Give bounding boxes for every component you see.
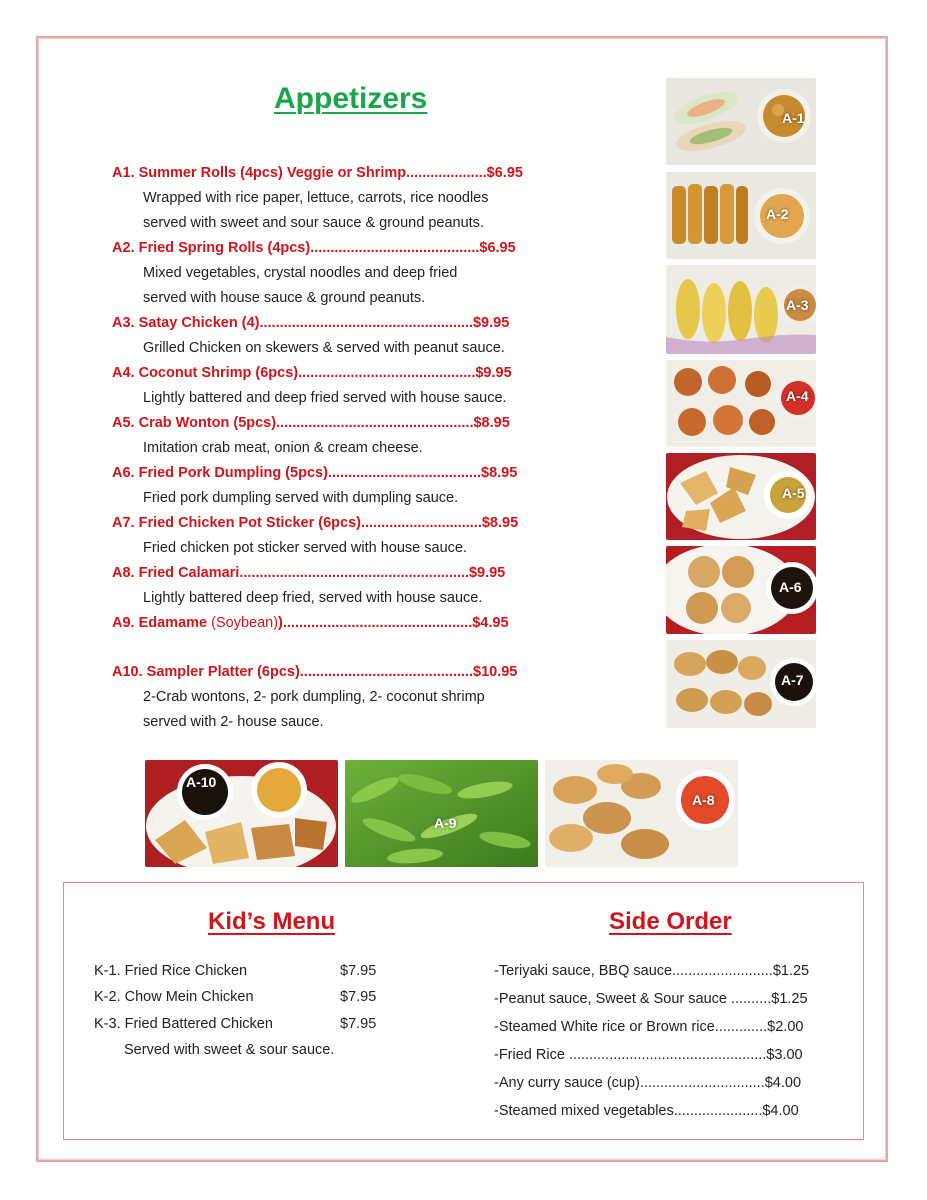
- photo-crab-wonton: [666, 453, 816, 540]
- menu-item-a7: [112, 511, 582, 561]
- kids-menu-item: [94, 1011, 394, 1037]
- photo-coconut-shrimp: [666, 360, 816, 447]
- photo-label: A-3: [786, 297, 809, 313]
- item-description: Fried pork dumpling served with dumpling sauce.: [143, 490, 459, 506]
- menu-item-a1: [112, 161, 582, 236]
- kids-item-name: K-1. Fried Rice Chicken: [94, 963, 248, 979]
- photo-label: A-4: [786, 388, 809, 404]
- menu-item-a8: [112, 561, 582, 611]
- photo-satay-chicken: [666, 265, 816, 354]
- appetizers-title: Appetizers: [274, 82, 428, 115]
- item-heading: A4. Coconut Shrimp (6pcs)............................................$9.95: [112, 365, 512, 381]
- kids-menu-item: [94, 984, 394, 1010]
- menu-item-a4: [112, 361, 582, 411]
- item-description: Imitation crab meat, onion & cream cheese.: [143, 440, 423, 456]
- side-order-item: -Steamed mixed vegetables......................$4.00: [494, 1103, 799, 1119]
- item-description: Lightly battered deep fried, served with house sauce.: [143, 590, 483, 606]
- kids-item-price: $7.95: [340, 963, 377, 979]
- kids-menu-note: Served with sweet & sour sauce.: [124, 1042, 335, 1058]
- photo-pot-sticker: [666, 640, 816, 728]
- photo-label: A-2: [766, 206, 789, 222]
- item-subname: (Soybean): [207, 615, 279, 631]
- item-description: served with 2- house sauce.: [143, 714, 324, 730]
- side-order-title: Side Order: [609, 908, 732, 935]
- item-heading: A3. Satay Chicken (4).....................................................$9.95: [112, 315, 510, 331]
- photo-sampler-platter: [145, 760, 338, 867]
- photo-label: A-1: [782, 110, 805, 126]
- photo-label: A-8: [692, 792, 715, 808]
- item-description: Lightly battered and deep fried served with house sauce.: [143, 390, 507, 406]
- photo-label: A-7: [781, 672, 804, 688]
- photo-fried-calamari: [545, 760, 738, 867]
- item-heading: A5. Crab Wonton (5pcs).................................................$8.95: [112, 415, 510, 431]
- item-heading: A6. Fried Pork Dumpling (5pcs)......................................$8.95: [112, 465, 518, 481]
- menu-item-a6: [112, 461, 582, 511]
- item-description: 2-Crab wontons, 2- pork dumpling, 2- coconut shrimp: [143, 689, 485, 705]
- menu-item-a10: [112, 660, 582, 735]
- item-heading: A7. Fried Chicken Pot Sticker (6pcs)..............................$8.95: [112, 515, 519, 531]
- kids-item-name: K-2. Chow Mein Chicken: [94, 989, 254, 1005]
- item-heading: A1. Summer Rolls (4pcs) Veggie or Shrimp....................$6.95: [112, 165, 523, 181]
- side-order-item: -Fried Rice .................................................$3.00: [494, 1047, 803, 1063]
- item-description: Grilled Chicken on skewers & served with peanut sauce.: [143, 340, 505, 356]
- item-description: Fried chicken pot sticker served with house sauce.: [143, 540, 467, 556]
- kids-item-price: $7.95: [340, 989, 377, 1005]
- item-description: Mixed vegetables, crystal noodles and deep fried: [143, 265, 458, 281]
- menu-item-a2: [112, 236, 582, 311]
- menu-item-a9: [112, 611, 582, 636]
- item-heading: A8. Fried Calamari.........................................................$9.95: [112, 565, 506, 581]
- appetizer-list: [112, 161, 582, 735]
- item-description: served with sweet and sour sauce & ground peanuts.: [143, 215, 484, 231]
- photo-pork-dumpling: [666, 546, 816, 634]
- kids-item-price: $7.95: [340, 1016, 377, 1032]
- side-order-item: -Peanut sauce, Sweet & Sour sauce ..........$1.25: [494, 991, 808, 1007]
- photo-summer-rolls: [666, 78, 816, 165]
- photo-label: A-5: [782, 485, 805, 501]
- side-order-item: -Any curry sauce (cup)...............................$4.00: [494, 1075, 802, 1091]
- item-heading: A2. Fried Spring Rolls (4pcs)..........................................$6.95: [112, 240, 516, 256]
- item-price-leader: )...............................................$4.95: [278, 615, 509, 631]
- item-description: served with house sauce & ground peanuts.: [143, 290, 426, 306]
- side-order-item: -Steamed White rice or Brown rice.............$2.00: [494, 1019, 804, 1035]
- photo-spring-rolls: [666, 172, 816, 259]
- side-order-item: -Teriyaki sauce, BBQ sauce.........................$1.25: [494, 963, 810, 979]
- photo-label: A-6: [779, 579, 802, 595]
- photo-edamame: [345, 760, 538, 867]
- item-description: Wrapped with rice paper, lettuce, carrots, rice noodles: [143, 190, 489, 206]
- menu-item-a5: [112, 411, 582, 461]
- photo-label: A-10: [186, 774, 217, 790]
- kids-menu-title: Kid’s Menu: [208, 908, 336, 935]
- menu-item-a3: [112, 311, 582, 361]
- photo-label: A-9: [434, 815, 457, 831]
- kids-and-sides-box: [63, 882, 864, 1140]
- kids-item-name: K-3. Fried Battered Chicken: [94, 1016, 273, 1032]
- item-heading: [112, 611, 582, 636]
- kids-menu-item: [94, 958, 394, 984]
- item-name: A9. Edamame: [112, 615, 208, 631]
- item-heading: A10. Sampler Platter (6pcs)...........................................$10.95: [112, 664, 518, 680]
